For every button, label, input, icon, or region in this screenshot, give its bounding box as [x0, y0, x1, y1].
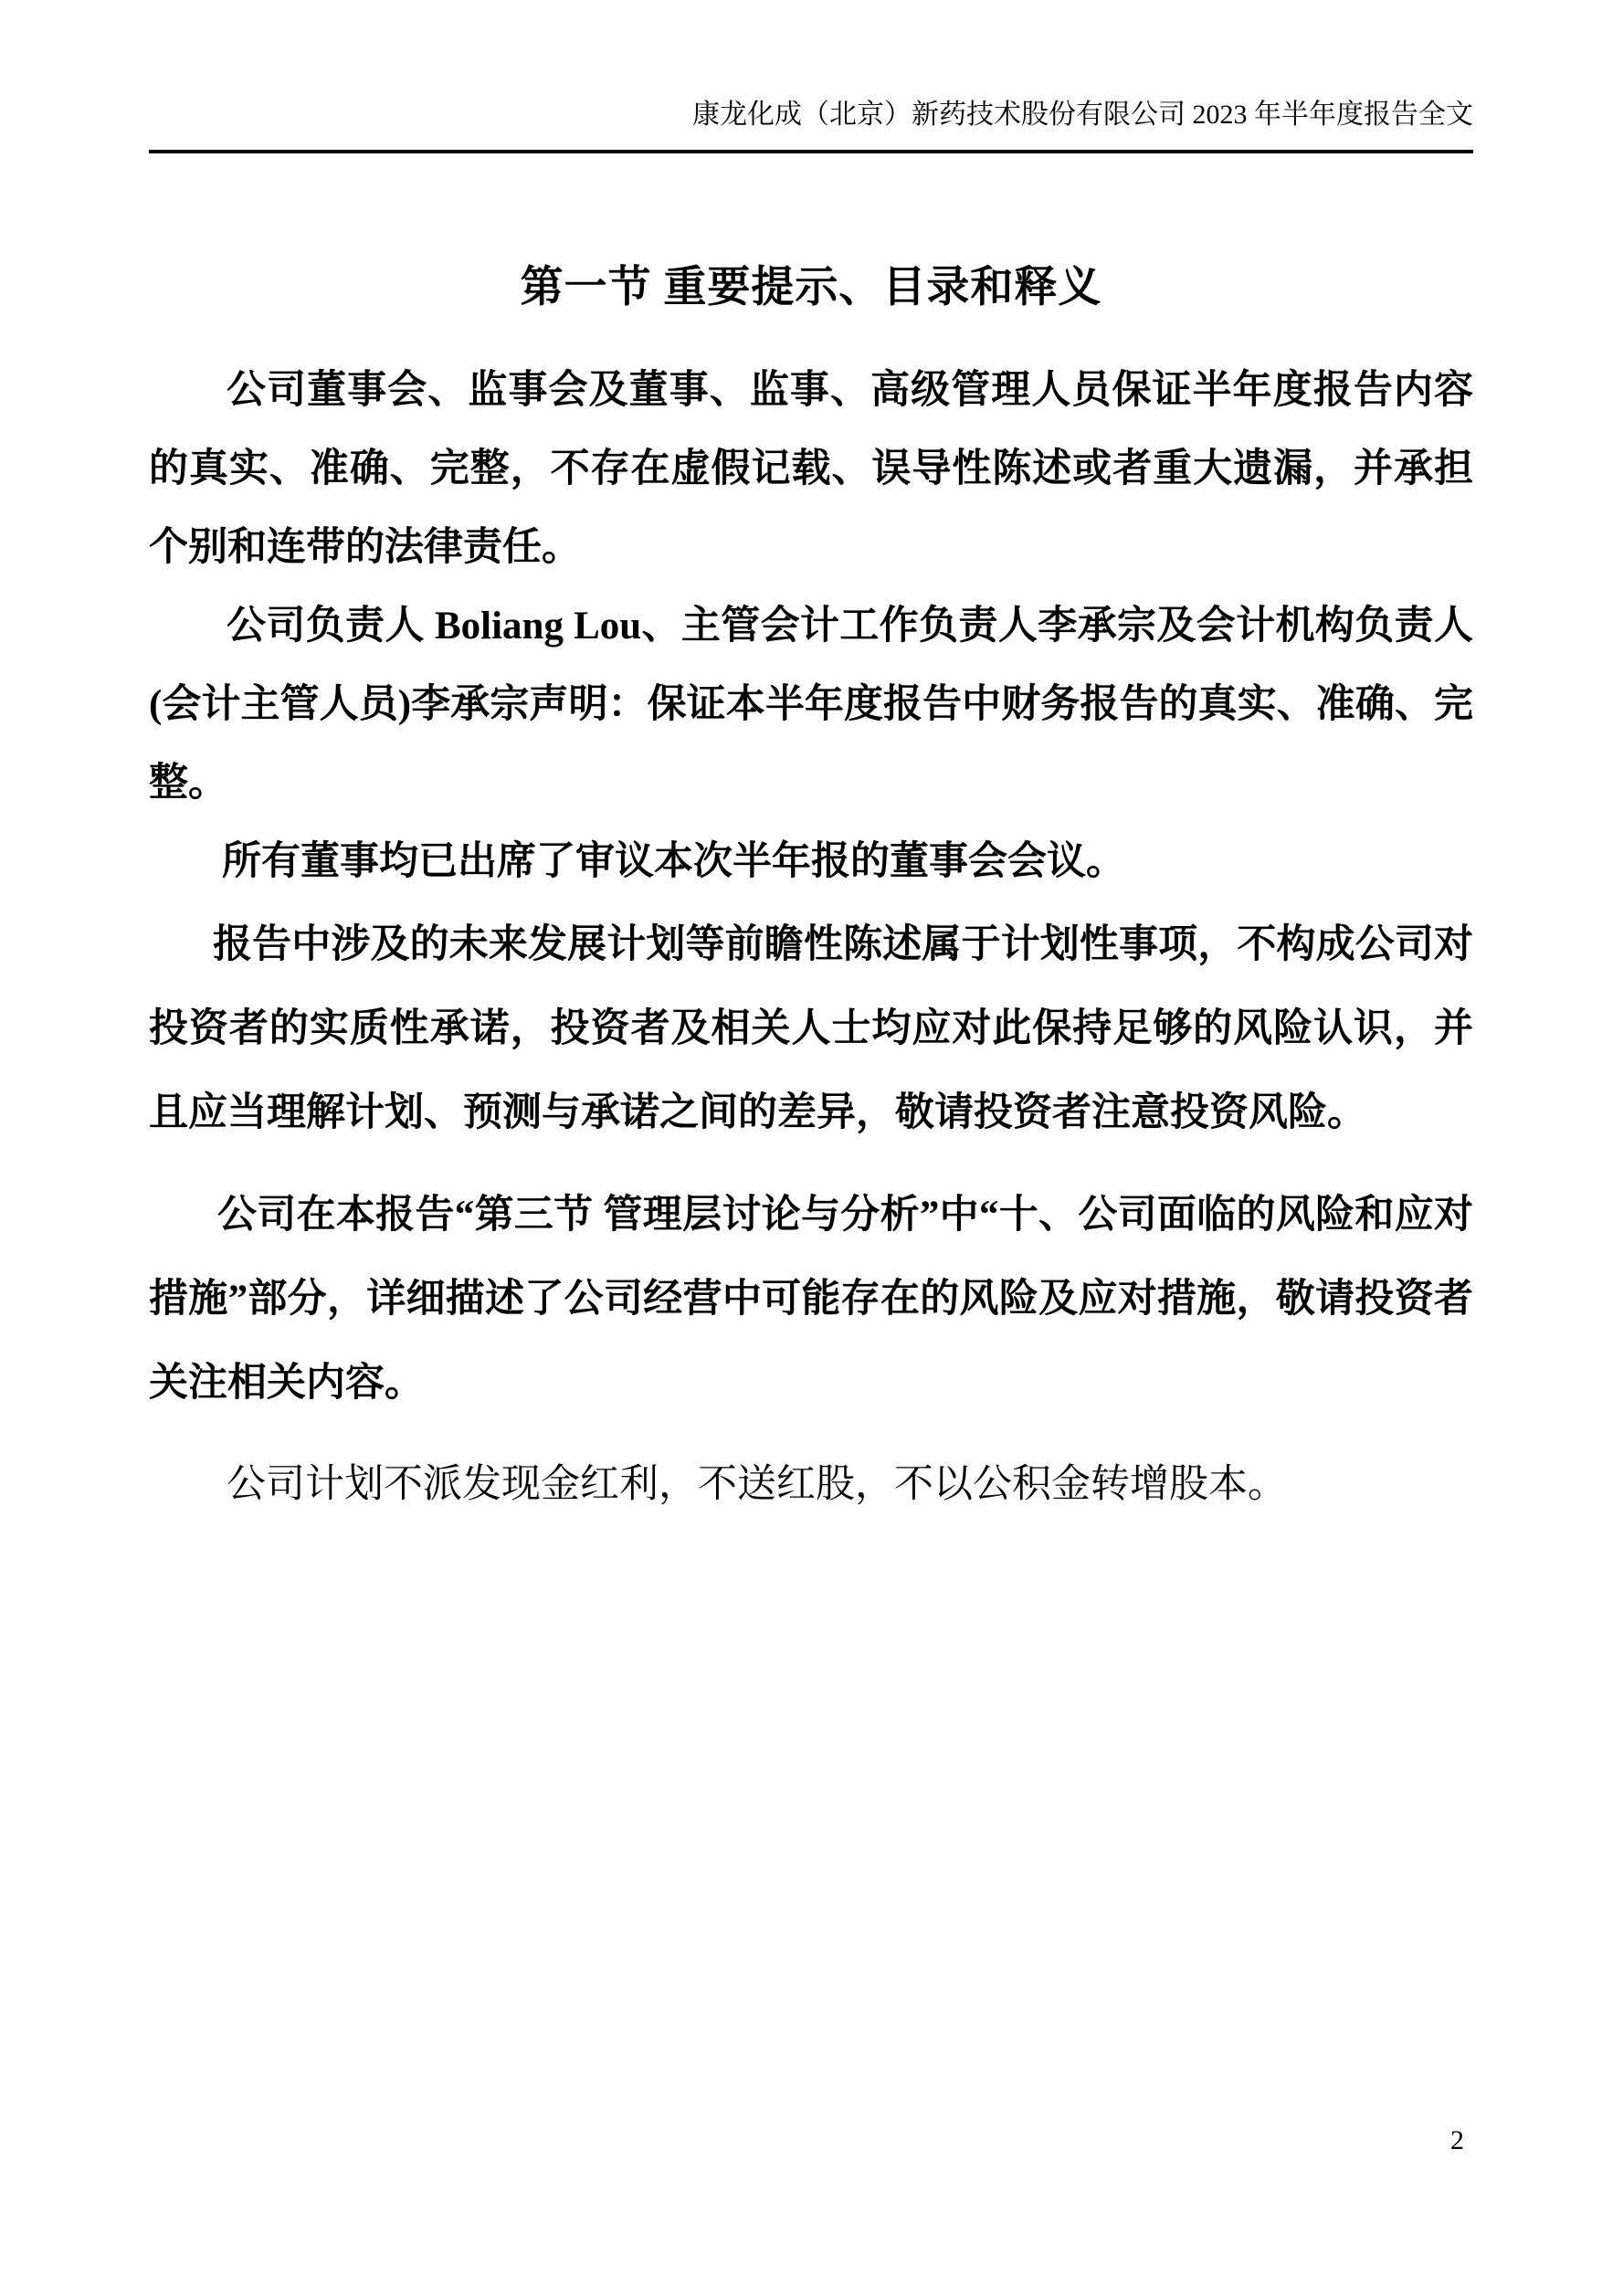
header-divider-rule [149, 150, 1473, 153]
paragraph-risk-description-reference: 公司在本报告“第三节 管理层讨论与分析”中“十、公司面临的风险和应对措施”部分，详细描述了公司经营中可能存在的风险及应对措施，敬请投资者关注相关内容。 [149, 1194, 1473, 1405]
section-title: 第一节 重要提示、目录和释义 [520, 264, 1102, 312]
document-body [149, 352, 1473, 1524]
paragraph-forward-looking-statements: 报告中涉及的未来发展计划等前瞻性陈述属于计划性事项，不构成公司对投资者的实质性承诺，投资者及相关人士均应对此保持足够的风险认识，并且应当理解计划、预测与承诺之间的差异，敬请投资者注意投资风险。 [149, 923, 1473, 1134]
page-number: 2 [1450, 2125, 1464, 2155]
report-header-title: 康龙化成（北京）新药技术股份有限公司 2023 年半年度报告全文 [692, 100, 1473, 130]
paragraph-directors-attendance: 所有董事均已出席了审议本次半年报的董事会会议。 [222, 840, 1125, 883]
paragraph-responsible-persons-statement: 公司负责人 Boliang Lou、主管会计工作负责人李承宗及会计机构负责人(会计主管人员)李承宗声明：保证本半年度报告中财务报告的真实、准确、完整。 [149, 605, 1473, 805]
paragraph-board-guarantee: 公司董事会、监事会及董事、监事、高级管理人员保证半年度报告内容的真实、准确、完整，不存在虚假记载、误导性陈述或者重大遗漏，并承担个别和连带的法律责任。 [149, 369, 1473, 569]
paragraph-dividend-plan: 公司计划不派发现金红利，不送红股，不以公积金转增股本。 [227, 1463, 1287, 1506]
